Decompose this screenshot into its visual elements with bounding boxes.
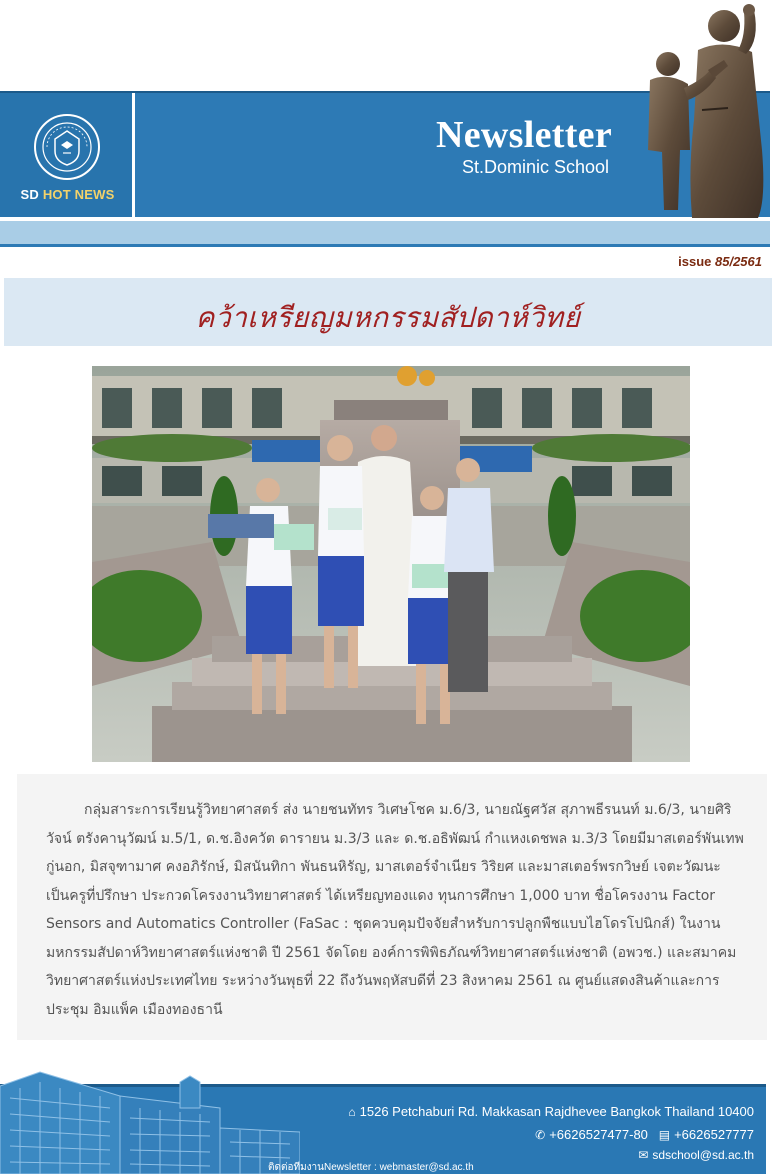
footer-email[interactable]: sdschool@sd.ac.th — [652, 1148, 754, 1162]
footer-contact: ติดต่อทีมงานNewsletter : webmaster@sd.ac.th — [268, 1162, 474, 1173]
footer-address-text: 1526 Petchaburi Rd. Makkasan Rajdhevee Bangkok Thailand 10400 — [359, 1104, 754, 1119]
hot-news-sd: SD — [20, 187, 39, 202]
footer-address — [348, 1104, 754, 1119]
mail-icon: ✉ — [638, 1148, 649, 1162]
newsletter-subtitle: St.Dominic School — [461, 157, 609, 177]
award-photo — [92, 366, 690, 762]
newsletter-title: Newsletter — [435, 114, 612, 156]
article-headline: คว้าเหรียญมหกรรมสัปดาห์วิทย์ — [195, 301, 581, 334]
home-icon: ⌂ — [348, 1105, 356, 1119]
hot-news-badge — [0, 93, 135, 217]
issue-number — [678, 254, 762, 269]
statue-illustration — [628, 0, 784, 218]
header-divider — [0, 244, 770, 247]
headline-banner — [4, 278, 772, 346]
issue-value: 85/2561 — [715, 254, 762, 269]
phone-icon: ✆ — [535, 1128, 546, 1142]
footer-email-row — [638, 1148, 754, 1162]
header-strip — [0, 219, 770, 246]
article-body-box — [17, 774, 767, 1040]
article-body: กลุ่มสาระการเรียนรู้วิทยาศาสตร์ ส่ง นายชนทัทร วิเศษโชค ม.6/3, นายณัฐศวัส สุภาพธีรนนท์ ม.6/3, นายศิริวัจน์ ตรังคานุวัฒน์ ม.5/1, ด.ช.อิงควัต ดารายน ม.3/3 และ ด.ช.อธิพัฒน์ กำแหงเดชพล ม.3/3 โดยมีมาสเตอร์พันเทพ กู่นอก, มิสจุฑามาศ คงอภิรักษ์, มิสนันทิกา พันธนหิรัญ, มาสเตอร์จำเนียร วิริยศ และมาสเตอร์พรกวิษย์ เจตะวัฒนะ เป็นครูที่ปรึกษา ประกวดโครงงานวิทยาศาสตร์ ได้เหรียญทองแดง ทุนการศึกษา 1,000 บาท ชื่อโครงงาน Factor Sensors and Automatics Controller (FaSac : ชุดควบคุมปัจจัยสำหรับการปลูกพืชแบบไฮโดรโปนิกส์) ในงานมหกรรมสัปดาห์วิทยาศาสตร์แห่งชาติ ปี 2561 จัดโดย องค์การพิพิธภัณฑ์วิทยาศาสตร์แห่งชาติ (อพวช.) และสมาคมวิทยาศาสตร์แห่งประเทศไทย ระหว่างวันพุธที่ 22 ถึงวันพฤหัสบดีที่ 23 สิงหาคม 2561 ณ ศูนย์แสดงสินค้าและการประชุม อิมแพ็ค เมืองทองธานี — [46, 802, 744, 1018]
hot-news-label — [0, 187, 135, 202]
fax-icon: ▤ — [658, 1128, 671, 1142]
issue-label: issue — [678, 254, 712, 269]
footer-fax: +6626527777 — [674, 1127, 754, 1142]
school-seal-icon — [33, 113, 101, 181]
hot-news-text: HOT NEWS — [42, 187, 115, 202]
footer-phone-fax — [535, 1127, 754, 1142]
school-building-illustration — [0, 1068, 300, 1174]
footer-phone: +6626527477-80 — [549, 1127, 648, 1142]
